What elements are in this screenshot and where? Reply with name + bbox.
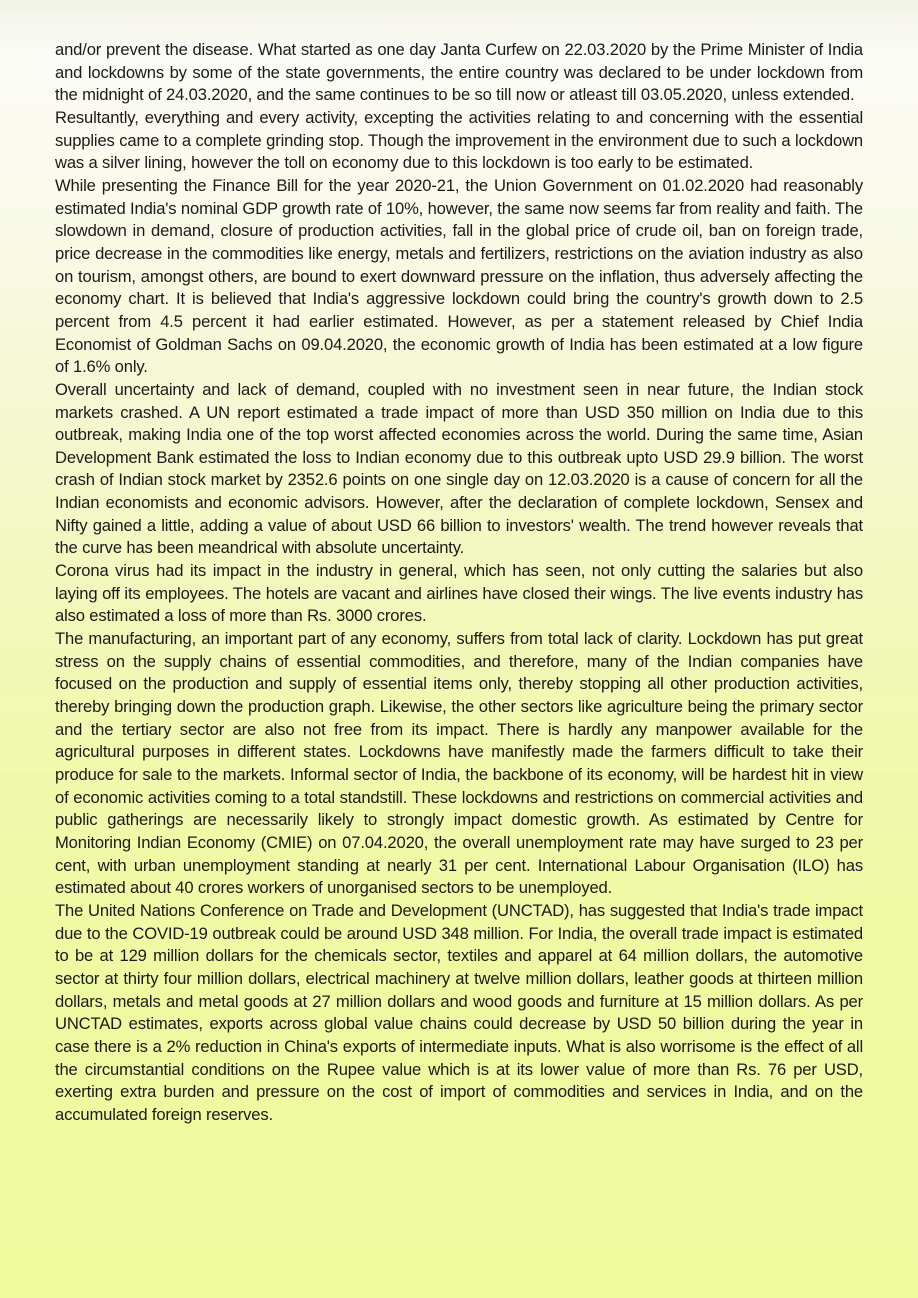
paragraph-grinding-stop: Resultantly, everything and every activity, excepting the activities relating to and concerning with the essential supplies came to a complete grinding stop. Though the improvement in the environment due to such a lockdown was a silver lining, however the toll on economy due to this lockdown is too early to be estimated. — [55, 107, 863, 173]
paragraph-manufacturing-unemployment: The manufacturing, an important part of any economy, suffers from total lack of clarity. Lockdown has put great stress on the supply chains of essential commodities, and therefore, many of the Indian companies have focused on the production and supply of essential items only, thereby stopping all other production activities, thereby bringing down the production graph. Likewise, the other sectors like agriculture being the primary sector and the tertiary sector are also not free from its impact. There is hardly any manpower available for the agricultural purposes in different states. Lockdowns have manifestly made the farmers difficult to take their produce for sale to the markets. Informal sector of India, the backbone of its economy, will be hardest hit in view of economic activities coming to a total standstill. These lockdowns and restrictions on commercial activities and public gatherings are necessarily likely to strongly impact domestic growth. As estimated by Centre for Monitoring Indian Economy (CMIE) on 07.04.2020, the overall unemployment rate may have surged to 23 per cent, with urban unemployment standing at nearly 31 per cent. International Labour Organisation (ILO) has estimated about 40 crores workers of unorganised sectors to be unemployed. — [55, 629, 863, 898]
paragraph-gdp-growth-estimates: While presenting the Finance Bill for the year 2020-21, the Union Government on 01.02.2020 had reasonably estimated India's nominal GDP growth rate of 10%, however, the same now seems far from reality and faith. The slowdown in demand, closure of production activities, fall in the global price of crude oil, ban on foreign trade, price decrease in the commodities like energy, metals and fertilizers, restrictions on the aviation industry as also on tourism, amongst others, are bound to exert downward pressure on the inflation, thus adversely affecting the economy chart. It is believed that India's aggressive lockdown could bring the country's growth down to 2.5 percent from 4.5 percent it had earlier estimated. However, as per a statement released by Chief India Economist of Goldman Sachs on 09.04.2020, the economic growth of India has been estimated at a low figure of 1.6% only. — [55, 175, 863, 377]
paragraph-lockdown-timeline: and/or prevent the disease. What started as one day Janta Curfew on 22.03.2020 by the Prime Minister of India and lockdowns by some of the state governments, the entire country was declared to be under lockdown from the midnight of 24.03.2020, and the same continues to be so till now or atleast till 03.05.2020, unless extended. — [55, 40, 863, 105]
paragraph-stock-market-crash: Overall uncertainty and lack of demand, coupled with no investment seen in near future, the Indian stock markets crashed. A UN report estimated a trade impact of more than USD 350 million on India due to this outbreak, making India one of the top worst affected economies across the world. During the same time, Asian Development Bank estimated the loss to Indian economy due to this outbreak upto USD 29.9 billion. The worst crash of Indian stock market by 2352.6 points on one single day on 12.03.2020 is a cause of concern for all the Indian economists and economic advisors. However, after the declaration of complete lockdown, Sensex and Nifty gained a little, adding a value of about USD 66 billion to investors' wealth. The trend however reveals that the curve has been meandrical with absolute uncertainty. — [55, 379, 863, 558]
document-text-block — [55, 39, 863, 1127]
paragraph-industry-impact: Corona virus had its impact in the industry in general, which has seen, not only cutting the salaries but also laying off its employees. The hotels are vacant and airlines have closed their wings. The live events industry has also estimated a loss of more than Rs. 3000 crores. — [55, 561, 863, 626]
paragraph-unctad-trade-impact: The United Nations Conference on Trade and Development (UNCTAD), has suggested that India's trade impact due to the COVID-19 outbreak could be around USD 348 million. For India, the overall trade impact is estimated to be at 129 million dollars for the chemicals sector, textiles and apparel at 64 million dollars, the automotive sector at thirty four million dollars, electrical machinery at twelve million dollars, leather goods at thirteen million dollars, metals and metal goods at 27 million dollars and wood goods and furniture at 15 million dollars. As per UNCTAD estimates, exports across global value chains could decrease by USD 50 billion during the year in case there is a 2% reduction in China's exports of intermediate inputs. What is also worrisome is the effect of all the circumstantial conditions on the Rupee value which is at its lower value of more than Rs. 76 per USD, exerting extra burden and pressure on the cost of import of commodities and services in India, and on the accumulated foreign reserves. — [55, 900, 863, 1124]
